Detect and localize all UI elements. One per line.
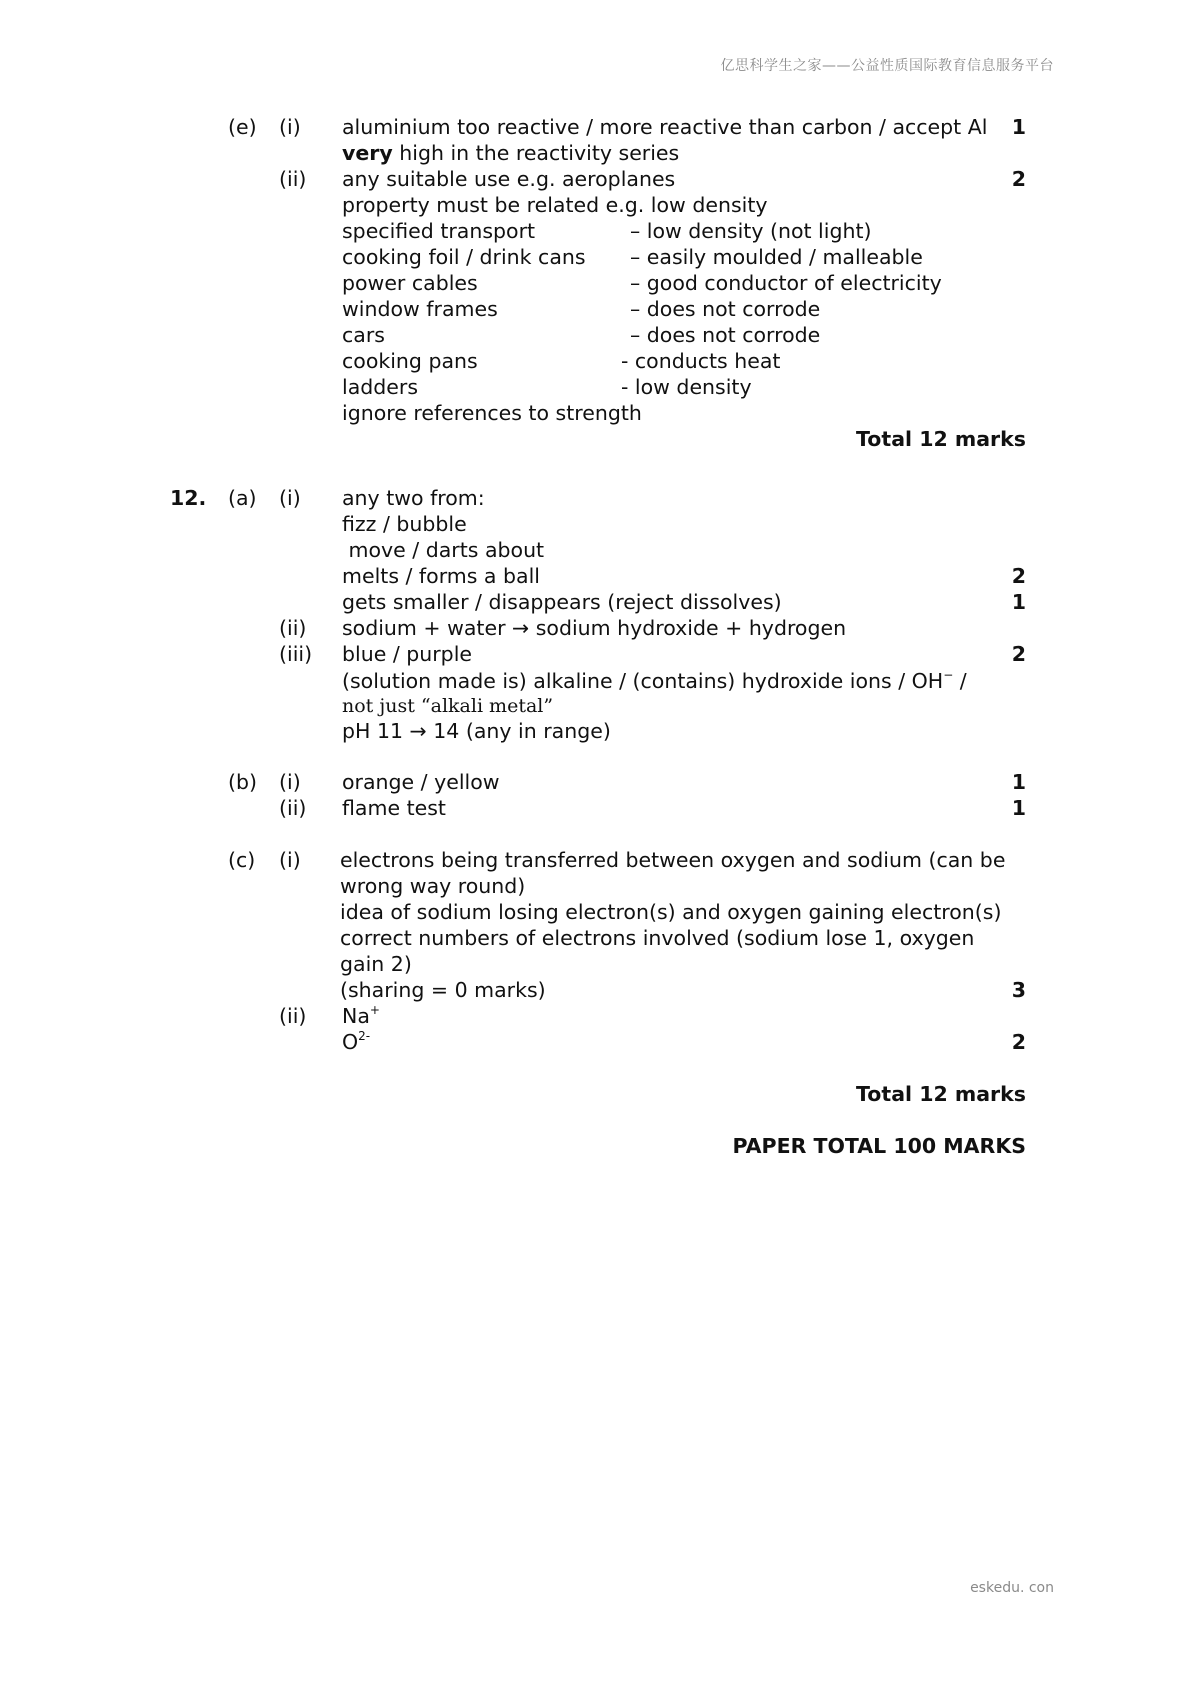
property-text: – does not corrode	[630, 297, 821, 321]
answer-text: aluminium too reactive / more reactive than carbon / accept Al	[342, 115, 988, 139]
total-line	[0, 426, 1190, 452]
answer-line	[0, 166, 1190, 192]
ion-charge: +	[369, 1003, 380, 1017]
use-text: cars	[342, 323, 385, 347]
paper-total-line	[0, 1133, 1190, 1159]
answer-line	[0, 899, 1190, 925]
use-row	[0, 374, 1190, 400]
answer-text: gets smaller / disappears (reject dissolves)	[342, 590, 782, 614]
paper-total: PAPER TOTAL 100 MARKS	[732, 1134, 1026, 1158]
use-text: ladders	[342, 375, 419, 399]
property-text: – does not corrode	[630, 323, 821, 347]
part-label: (a)	[228, 486, 257, 510]
subpart-label: (ii)	[279, 1004, 307, 1028]
superscript: −	[943, 668, 954, 682]
answer-line	[0, 769, 1190, 795]
mark-value: 1	[1011, 590, 1026, 614]
subpart-label: (i)	[279, 848, 301, 872]
subpart-label: (i)	[279, 486, 301, 510]
part-label: (c)	[228, 848, 256, 872]
answer-line	[0, 537, 1190, 563]
answer-text: idea of sodium losing electron(s) and oxygen gaining electron(s)	[340, 900, 1002, 924]
answer-text: orange / yellow	[342, 770, 500, 794]
mark-value: 2	[1011, 167, 1026, 191]
answer-line	[0, 925, 1190, 951]
subpart-label: (ii)	[279, 616, 307, 640]
total-line	[0, 1081, 1190, 1107]
answer-line	[0, 977, 1190, 1003]
mark-value: 2	[1011, 1030, 1026, 1054]
subpart-label: (i)	[279, 770, 301, 794]
use-row	[0, 244, 1190, 270]
mark-value: 1	[1011, 115, 1026, 139]
ion-symbol: O	[342, 1030, 359, 1054]
mark-value: 1	[1011, 770, 1026, 794]
ion-symbol: Na	[342, 1004, 370, 1028]
answer-text	[342, 140, 679, 166]
answer-text: electrons being transferred between oxygen and sodium (can be	[340, 848, 1006, 872]
property-text: - conducts heat	[621, 349, 781, 373]
answer-line	[0, 668, 1190, 694]
answer-text: wrong way round)	[340, 874, 526, 898]
emphasis-text: very	[342, 141, 393, 165]
answer-text: blue / purple	[342, 642, 473, 666]
answer-line	[0, 873, 1190, 899]
answer-line	[0, 563, 1190, 589]
answer-text: fizz / bubble	[342, 512, 467, 536]
ion-formula	[342, 1003, 380, 1029]
use-row	[0, 218, 1190, 244]
total-marks: Total 12 marks	[856, 427, 1026, 451]
answer-line	[0, 693, 1190, 719]
answer-line	[0, 1029, 1190, 1055]
answer-text-end: /	[953, 669, 967, 693]
use-text: power cables	[342, 271, 478, 295]
answer-line	[0, 847, 1190, 873]
answer-line	[0, 795, 1190, 821]
answer-text: sodium + water → sodium hydroxide + hydrogen	[342, 616, 847, 640]
answer-line	[0, 641, 1190, 667]
part-label: (e)	[228, 115, 257, 139]
use-row	[0, 322, 1190, 348]
answer-text: melts / forms a ball	[342, 564, 540, 588]
use-row	[0, 348, 1190, 374]
property-text: – low density (not light)	[630, 219, 872, 243]
total-marks: Total 12 marks	[856, 1082, 1026, 1106]
property-text: – good conductor of electricity	[630, 271, 942, 295]
page-header: 亿思科学生之家——公益性质国际教育信息服务平台	[720, 58, 1054, 74]
answer-text: any two from:	[342, 486, 485, 510]
answer-line	[0, 485, 1190, 511]
answer-line	[0, 615, 1190, 641]
answer-text: move / darts about	[342, 538, 545, 562]
part-label: (b)	[228, 770, 258, 794]
page-footer: eskedu. con	[970, 1580, 1054, 1596]
property-text: - low density	[621, 375, 752, 399]
answer-line	[0, 511, 1190, 537]
answer-line	[0, 951, 1190, 977]
answer-text: correct numbers of electrons involved (sodium lose 1, oxygen	[340, 926, 975, 950]
answer-text-rest: high in the reactivity series	[392, 141, 680, 165]
answer-text: property must be related e.g. low density	[342, 193, 768, 217]
answer-line	[0, 114, 1190, 140]
mark-value: 3	[1011, 978, 1026, 1002]
answer-text: (sharing = 0 marks)	[340, 978, 546, 1002]
use-row	[0, 270, 1190, 296]
answer-text: not just “alkali metal”	[342, 695, 554, 717]
answer-text	[342, 668, 967, 694]
answer-line	[0, 140, 1190, 166]
subpart-label: (ii)	[279, 167, 307, 191]
answer-line	[0, 718, 1190, 744]
use-row	[0, 296, 1190, 322]
use-text: specified transport	[342, 219, 536, 243]
answer-line	[0, 400, 1190, 426]
subpart-label: (iii)	[279, 642, 313, 666]
use-text: window frames	[342, 297, 498, 321]
subpart-label: (ii)	[279, 796, 307, 820]
mark-value: 1	[1011, 796, 1026, 820]
ion-formula	[342, 1029, 370, 1055]
answer-text: flame test	[342, 796, 446, 820]
answer-text: pH 11 → 14 (any in range)	[342, 719, 611, 743]
subpart-label: (i)	[279, 115, 301, 139]
use-text: cooking pans	[342, 349, 478, 373]
ion-charge: 2-	[358, 1029, 371, 1043]
answer-text: any suitable use e.g. aeroplanes	[342, 167, 676, 191]
answer-line	[0, 1003, 1190, 1029]
answer-line	[0, 192, 1190, 218]
answer-text-main: (solution made is) alkaline / (contains) hydroxide ions / OH	[342, 669, 944, 693]
answer-text: gain 2)	[340, 952, 412, 976]
use-text: cooking foil / drink cans	[342, 245, 586, 269]
answer-line	[0, 589, 1190, 615]
answer-text: ignore references to strength	[342, 401, 642, 425]
mark-value: 2	[1011, 564, 1026, 588]
property-text: – easily moulded / malleable	[630, 245, 923, 269]
mark-value: 2	[1011, 642, 1026, 666]
question-number: 12.	[170, 486, 207, 510]
